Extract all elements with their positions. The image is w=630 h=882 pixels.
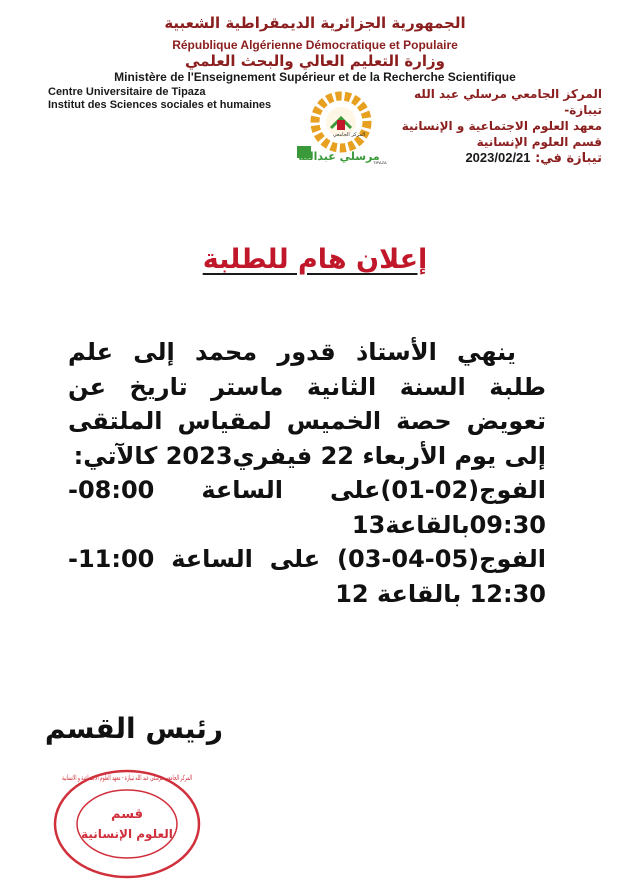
announcement-paragraph: ينهي الأستاذ قدور محمد إلى علم طلبة السنة الثانية ماستر تاريخ عن تعويض حصة الخميس لمقياس الملتقى إلى يوم الأربعاء 22 فيفري2023 كالآتي: <box>68 338 546 470</box>
center-french: Centre Universitaire de Tipaza <box>48 86 206 98</box>
center-arabic: المركز الجامعي مرسلي عبد الله تيبازة- <box>414 87 602 117</box>
date-label: تيبازة في: <box>535 151 602 166</box>
department-stamp-icon <box>52 768 202 880</box>
stamp-ring-text: المركز الجامعي مرسلي عبد الله تيبازة - معهد العلوم الاجتماعية و الانسانية <box>62 774 193 782</box>
announcement-body <box>68 335 546 611</box>
group-2-schedule: الفوج(05-04-03) على الساعة 11:00-12:30 بالقاعة 12 <box>68 545 546 608</box>
university-logo-icon <box>293 90 387 170</box>
logo-label: المركز الجامعي <box>332 132 366 138</box>
date-line <box>382 150 602 167</box>
group-1-schedule: الفوج(02-01)على الساعة 08:00-09:30بالقاعة13 <box>68 476 546 539</box>
institute-french: Institut des Sciences sociales et humaines <box>48 99 272 111</box>
date-value: 2023/02/21 <box>465 150 531 165</box>
logo-city: TIPAZA <box>373 160 387 165</box>
ministry-arabic: وزارة التعليم العالي والبحث العلمي <box>184 52 446 70</box>
department-head-signature-title: رئيس القسم <box>44 712 223 745</box>
institution-arabic-block <box>382 86 602 167</box>
stamp-line-2: العلوم الإنسانية <box>81 827 173 841</box>
announcement-title: إعلان هام للطلبة <box>202 244 428 275</box>
republic-french: République Algérienne Démocratique et Populaire <box>172 38 458 52</box>
department-arabic: قسم العلوم الإنسانية <box>476 135 602 149</box>
institute-arabic: معهد العلوم الاجتماعية و الإنسانية <box>401 119 602 133</box>
ministry-french: Ministère de l'Enseignement Supérieur et de la Recherche Scientifique <box>114 70 516 84</box>
logo-name: مرسلي عبدالله <box>298 150 380 163</box>
stamp-line-1: قسم <box>111 807 143 822</box>
institution-french-block <box>48 86 271 112</box>
republic-arabic: الجمهورية الجزائرية الديمقراطية الشعبية <box>164 14 466 32</box>
